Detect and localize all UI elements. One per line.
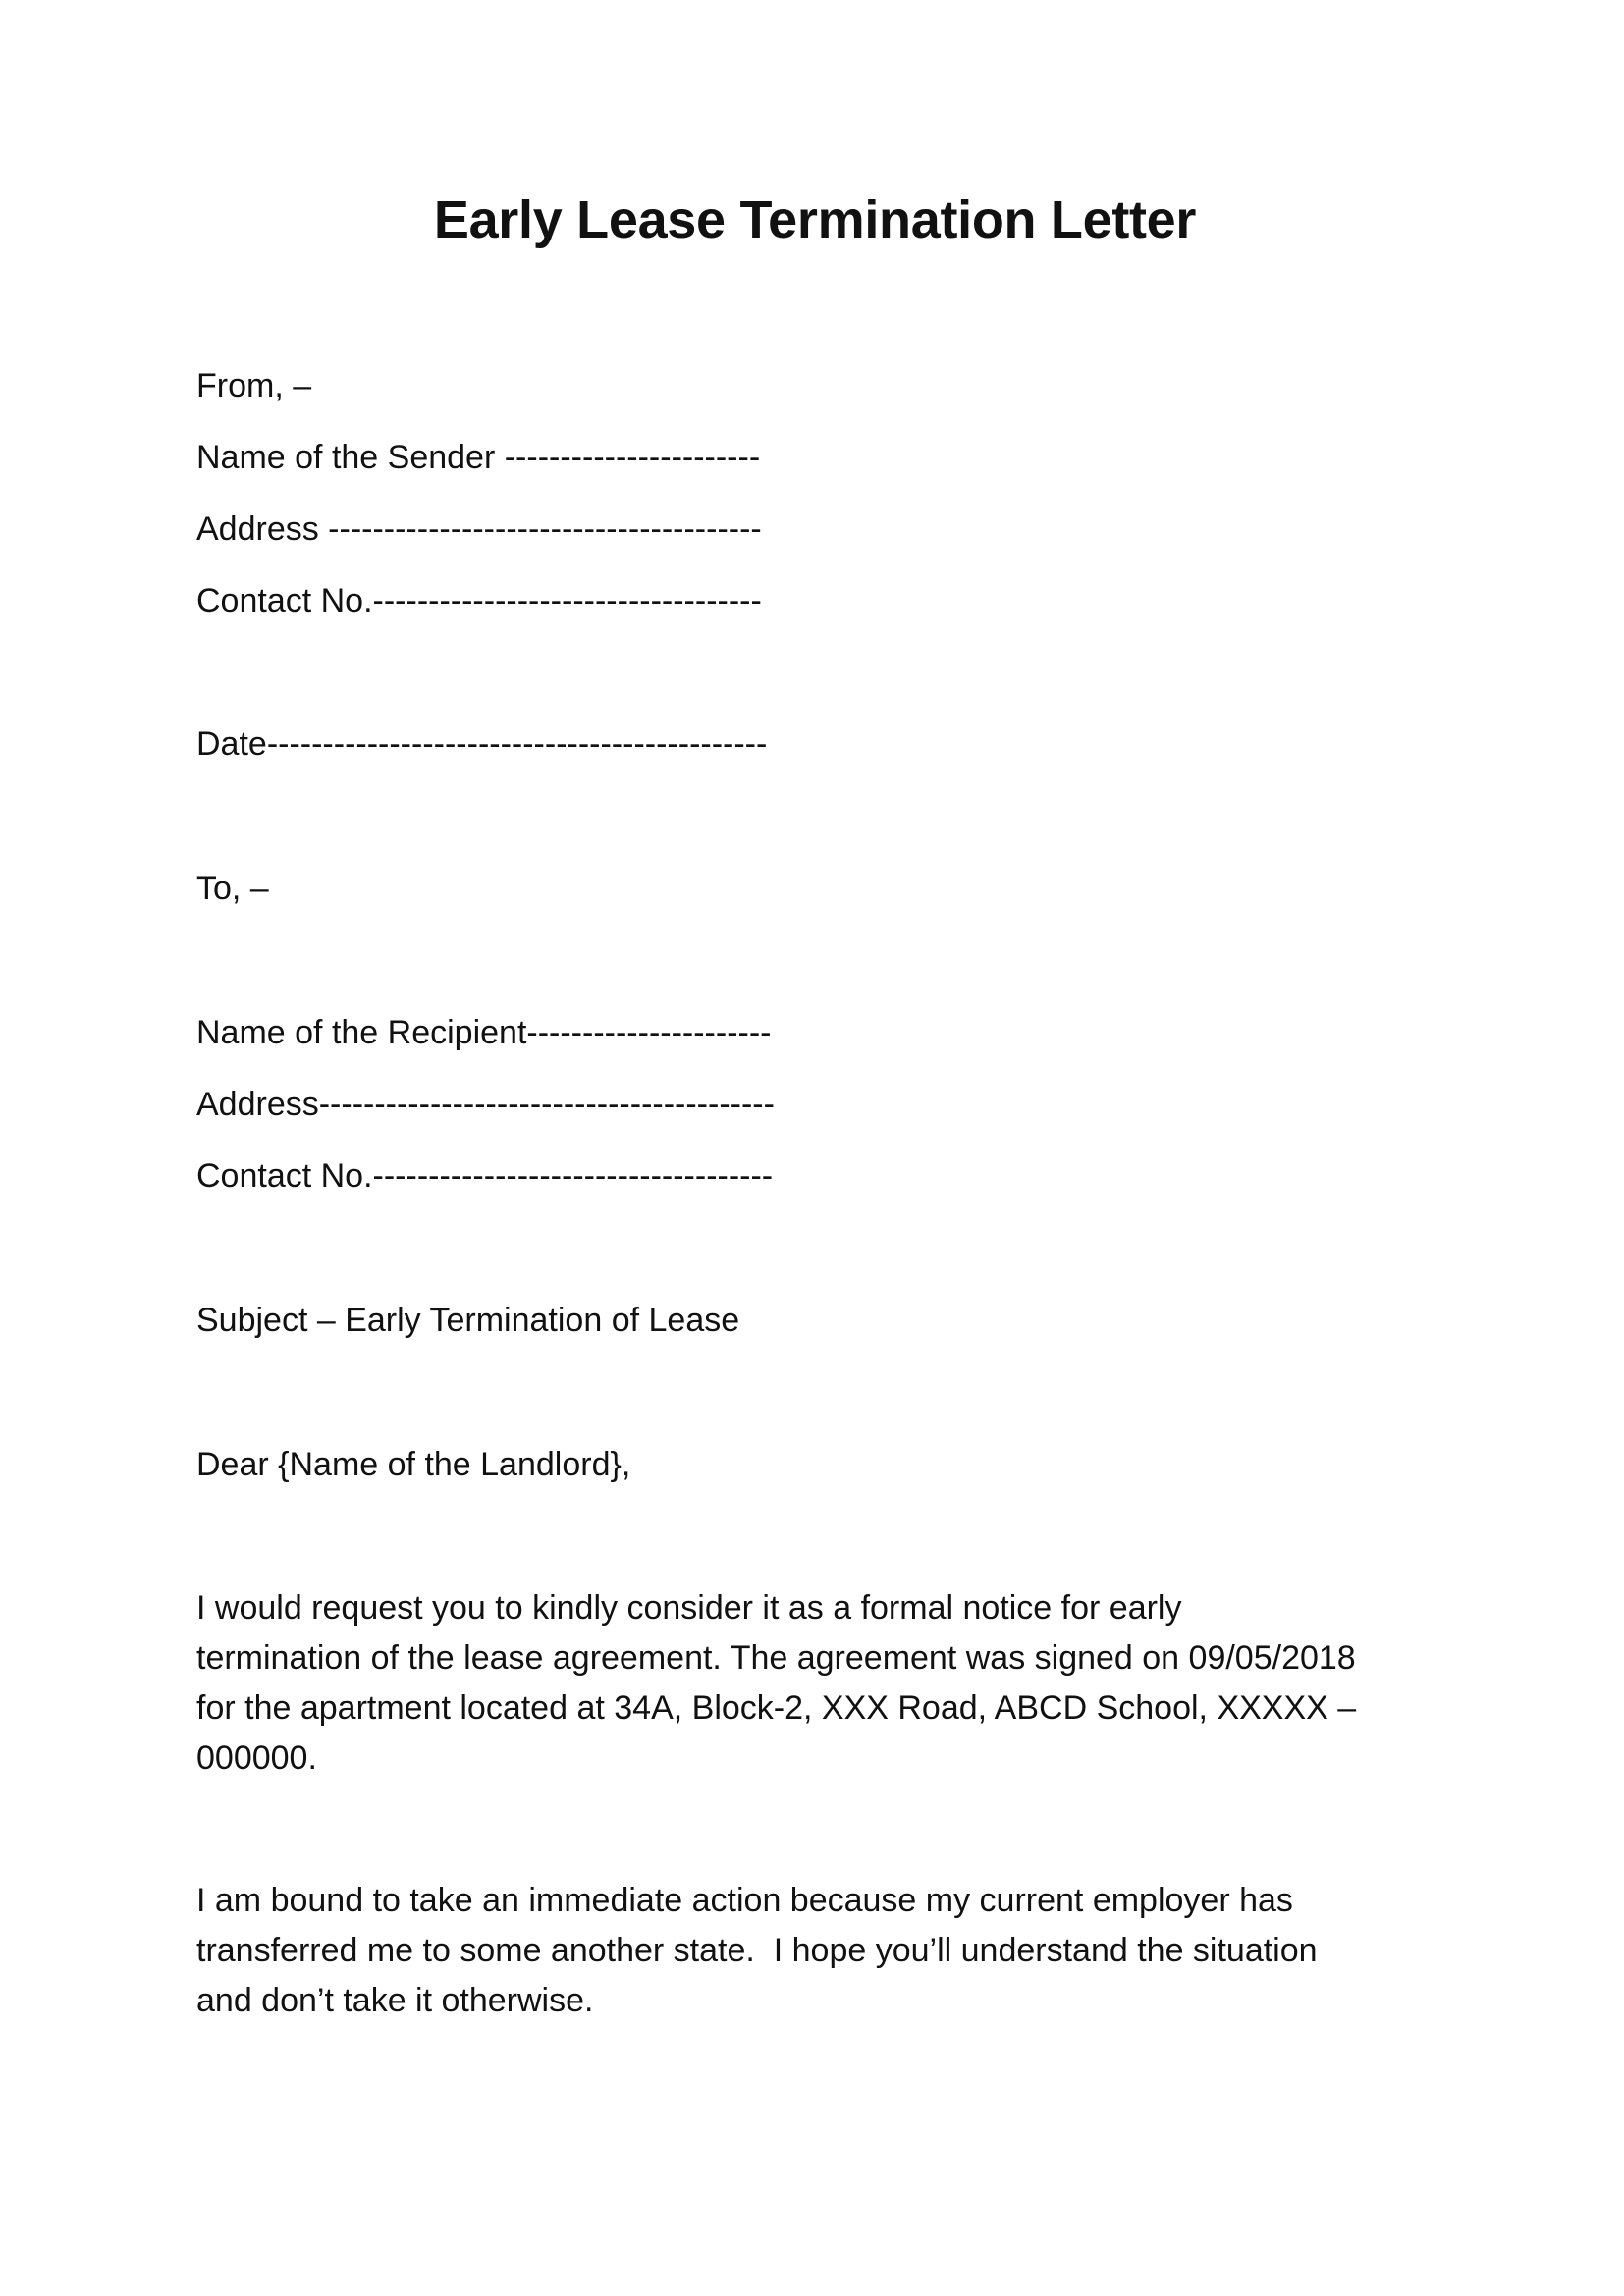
recipient-name-line: Name of the Recipient---------------------- xyxy=(196,1014,772,1051)
page-title: Early Lease Termination Letter xyxy=(433,190,1197,249)
to-label: To, – xyxy=(196,870,269,907)
paragraph-line: 000000. xyxy=(196,1739,317,1777)
salutation: Dear {Name of the Landlord}, xyxy=(196,1446,631,1483)
paragraph-line: I would request you to kindly consider it as a formal notice for early xyxy=(196,1589,1182,1627)
date-line: Date--------------------------------------------- xyxy=(196,725,768,763)
sender-contact-line: Contact No.----------------------------------- xyxy=(196,582,762,619)
from-label: From, – xyxy=(196,367,312,404)
recipient-contact-line: Contact No.------------------------------------ xyxy=(196,1157,774,1195)
body-paragraph-2 xyxy=(196,1876,1443,2026)
body-paragraph-1 xyxy=(196,1583,1443,1784)
subject-line: Subject – Early Termination of Lease xyxy=(196,1302,740,1339)
paragraph-line: transferred me to some another state. I hope you’ll understand the situation xyxy=(196,1932,1318,1969)
paragraph-line: and don’t take it otherwise. xyxy=(196,1982,594,2019)
sender-address-line: Address --------------------------------------- xyxy=(196,510,762,548)
recipient-address-line: Address----------------------------------------- xyxy=(196,1086,775,1123)
sender-name-line: Name of the Sender ----------------------- xyxy=(196,439,761,476)
paragraph-line: for the apartment located at 34A, Block-2, XXX Road, ABCD School, XXXXX – xyxy=(196,1689,1357,1727)
paragraph-line: termination of the lease agreement. The agreement was signed on 09/05/2018 xyxy=(196,1639,1356,1677)
paragraph-line: I am bound to take an immediate action because my current employer has xyxy=(196,1882,1293,1919)
